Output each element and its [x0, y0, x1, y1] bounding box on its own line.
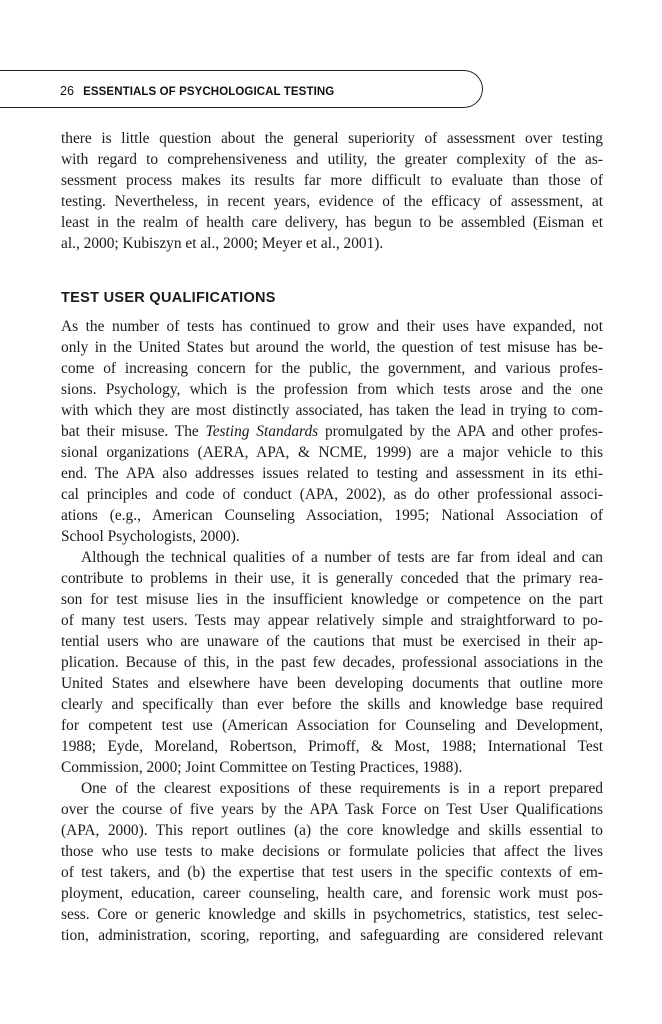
paragraph-3: [61, 547, 603, 778]
paragraph-1: [61, 128, 603, 254]
text-line: end. The APA also addresses issues related to testing and assessment in its ethi-: [61, 465, 603, 482]
text-line: least in the realm of health care delivery, has begun to be assembled (Eisman et: [61, 214, 603, 231]
text-line: As the number of tests has continued to grow and their uses have expanded, not: [61, 318, 603, 335]
text-line: [61, 421, 603, 442]
text-line: with which they are most distinctly associated, has taken the lead in trying to com-: [61, 402, 603, 419]
text-run: bat their misuse. The: [61, 423, 206, 440]
text-line: for competent test use (American Association for Counseling and Development,: [61, 717, 603, 734]
text-line: over the course of five years by the APA Task Force on Test User Qualifications: [61, 801, 603, 818]
text-line: al., 2000; Kubiszyn et al., 2000; Meyer et al., 2001).: [61, 235, 384, 252]
text-line: of many test users. Tests may appear relatively simple and straightforward to po-: [61, 612, 603, 629]
text-line: tential users who are unaware of the cautions that must be exercised in their ap-: [61, 633, 603, 650]
text-line: clearly and specifically than ever before the skills and knowledge base required: [61, 696, 603, 713]
text-line: ployment, education, career counseling, health care, and forensic work must pos-: [61, 885, 603, 902]
text-line: United States and elsewhere have been developing documents that outline more: [61, 675, 603, 692]
text-line: sional organizations (AERA, APA, & NCME, 1999) are a major vehicle to this: [61, 444, 603, 461]
text-line: School Psychologists, 2000).: [61, 528, 240, 545]
text-line: only in the United States but around the world, the question of test misuse has be-: [61, 339, 603, 356]
text-line: there is little question about the general superiority of assessment over testing: [61, 130, 603, 147]
text-line: sions. Psychology, which is the profession from which tests arose and the one: [61, 381, 603, 398]
book-title: Testing Standards: [205, 423, 319, 440]
text-line: (APA, 2000). This report outlines (a) the core knowledge and skills essential to: [61, 822, 603, 839]
text-line: son for test misuse lies in the insufficient knowledge or competence on the part: [61, 591, 603, 608]
page-number: 26: [60, 84, 75, 98]
text-line: contribute to problems in their use, it is generally conceded that the primary rea-: [61, 570, 603, 587]
text-line: of test takers, and (b) the expertise that test users in the specific contexts of em-: [61, 864, 603, 881]
text-line: sessment process makes its results far more difficult to evaluate than those of: [61, 172, 603, 189]
text-line: 1988; Eyde, Moreland, Robertson, Primoff, & Most, 1988; International Test: [61, 738, 603, 755]
running-title: ESSENTIALS OF PSYCHOLOGICAL TESTING: [83, 86, 335, 98]
text-line: ations (e.g., American Counseling Association, 1995; National Association of: [61, 507, 603, 524]
paragraph-4: [61, 778, 603, 946]
text-line: testing. Nevertheless, in recent years, evidence of the efficacy of assessment, at: [61, 193, 603, 210]
text-line: sess. Core or generic knowledge and skills in psychometrics, statistics, test selec-: [61, 906, 603, 923]
text-line: come of increasing concern for the public, the government, and various profes-: [61, 360, 603, 377]
text-line: those who use tests to make decisions or formulate policies that affect the lives: [61, 843, 603, 860]
text-line: Commission, 2000; Joint Committee on Testing Practices, 1988).: [61, 759, 463, 776]
text-line: plication. Because of this, in the past few decades, professional associations in the: [61, 654, 603, 671]
text-line: with regard to comprehensiveness and utility, the greater complexity of the as-: [61, 151, 603, 168]
section-heading: TEST USER QUALIFICATIONS: [61, 290, 276, 306]
text-line: Although the technical qualities of a number of tests are far from ideal and can: [81, 549, 603, 566]
running-header: [60, 84, 334, 98]
text-line: tion, administration, scoring, reporting, and safeguarding are considered relevant: [61, 927, 603, 944]
page-body: [61, 128, 603, 946]
text-line: One of the clearest expositions of these requirements is in a report prepared: [81, 780, 603, 797]
paragraph-2: [61, 316, 603, 547]
text-run: promulgated by the APA and other profes-: [318, 423, 603, 440]
text-line: cal principles and code of conduct (APA, 2002), as do other professional associ-: [61, 486, 603, 503]
